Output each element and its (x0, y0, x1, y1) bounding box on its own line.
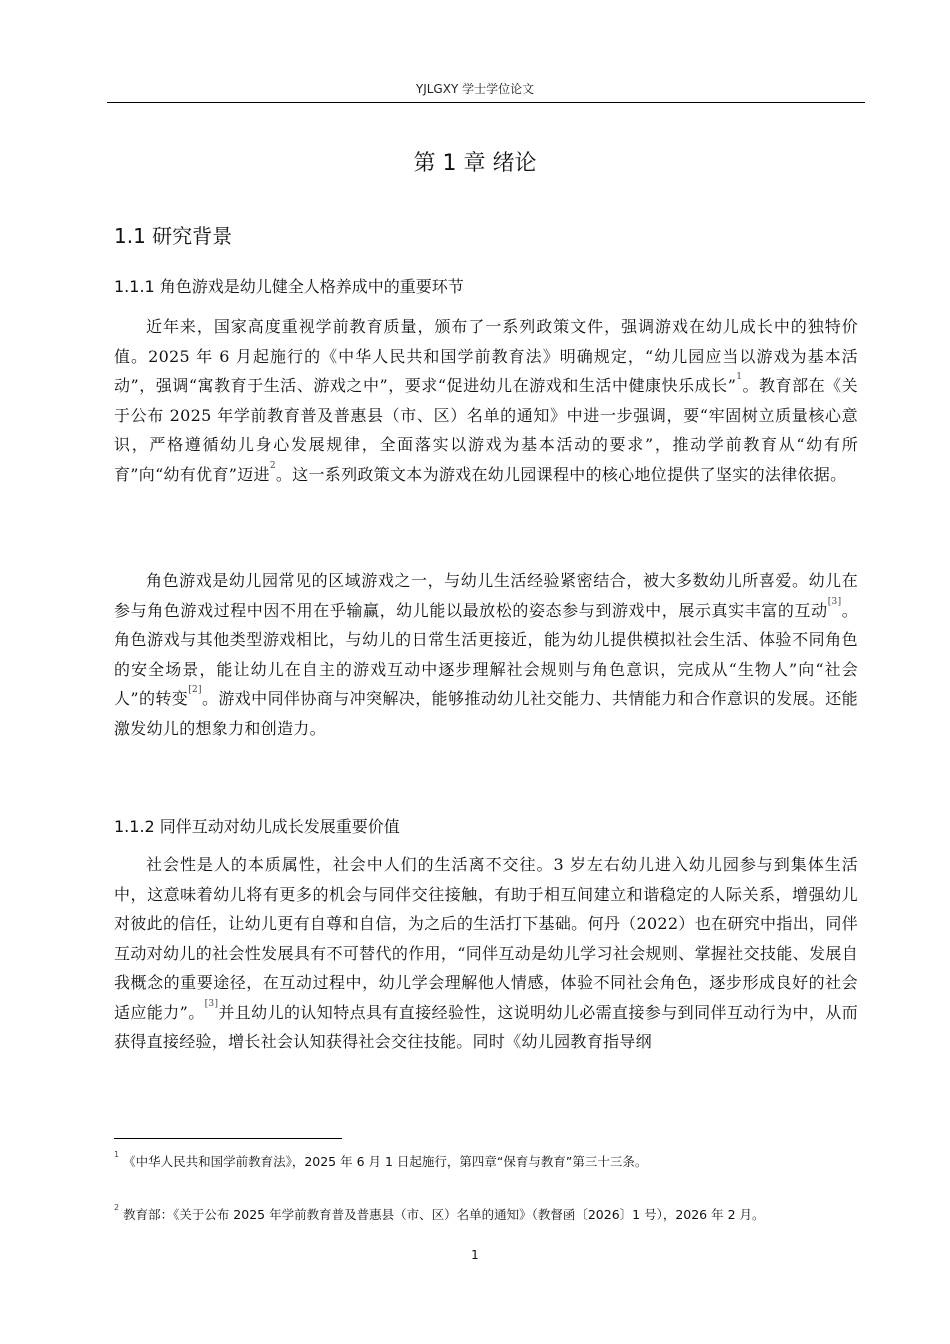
footnote-text: 教育部：《关于公布 2025 年学前教育普及普惠县（市、区）名单的通知》（教督函〔2026〕1 号），2026 年 2 月。 (123, 1207, 765, 1222)
footnote-mark: 1 (114, 1150, 120, 1159)
header-divider (107, 102, 865, 103)
chapter-title: 第 1 章 绪论 (413, 151, 537, 176)
paragraph-text: 角色游戏是幼儿园常见的区域游戏之一，与幼儿生活经验紧密结合，被大多数幼儿所喜爱。幼儿在参与角色游戏过程中因不用在乎输赢，幼儿能以最放松的姿态参与到游戏中，展示真实丰富的互动 (114, 571, 858, 620)
citation-ref: [3] (827, 596, 842, 607)
footnote-ref: 2 (269, 460, 276, 471)
footnote-mark: 2 (114, 1203, 120, 1212)
paragraph-text: 。角色游戏与其他类型游戏相比，与幼儿的日常生活更接近，能为幼儿提供模拟社会生活、体验不同角色的安全场景，能让幼儿在自主的游戏互动中逐步理解社会规则与角色意识，完成从“生物人”向“社会人”的转变 (114, 600, 858, 708)
footnote-text: 《中华人民共和国学前教育法》，2025 年 6 月 1 日起施行，第四章“保育与教育”第三十三条。 (123, 1154, 648, 1169)
paragraph-text: 。教育部在《关于公布 2025 年学前教育普及普惠县（市、区）名单的通知》中进一步强调，要“牢固树立质量核心意识，严格遵循幼儿身心发展规律，全面落实以游戏为基本活动的要求”，推动学前教育从“幼有所育”向“幼有优育”迈进 (114, 376, 858, 484)
paragraph-text: 。这一系列政策文本为游戏在幼儿园课程中的核心地位提供了坚实的法律依据。 (275, 464, 847, 484)
citation-ref: [3] (204, 998, 219, 1009)
paragraph-text: 。游戏中同伴协商与冲突解决，能够推动幼儿社交能力、共情能力和合作意识的发展。还能激发幼儿的想象力和创造力。 (114, 689, 858, 738)
paragraph-1-1-1-b (114, 566, 858, 743)
subsection-heading-1-1-2: 1.1.2 同伴互动对幼儿成长发展重要价值 (114, 817, 400, 836)
paragraph-text: 并且幼儿的认知特点具有直接经验性，这说明幼儿必需直接参与到同伴互动行为中，从而获得直接经验，增长社会认知获得社会交往技能。同时《幼儿园教育指导纲 (114, 1002, 859, 1051)
footnote-2 (114, 1204, 858, 1225)
paragraph-1-1-1-a (114, 312, 858, 489)
paragraph-text: 社会性是人的本质属性，社会中人们的生活离不交往。3 岁左右幼儿进入幼儿园参与到集体生活中，这意味着幼儿将有更多的机会与同伴交往接触，有助于相互间建立和谐稳定的人际关系，增强幼儿对彼此的信任，让幼儿更有自尊和自信，为之后的生活打下基础。何丹（2022）也在研究中指出，同伴互动对幼儿的社会性发展具有不可替代的作用，“同伴互动是幼儿学习社会规则、掌握社交技能、发展自我概念的重要途径，在互动过程中，幼儿学会理解他人情感，体验不同社会角色，逐步形成良好的社会适应能力”。 (114, 855, 858, 1022)
footnote-divider (114, 1138, 342, 1139)
footnote-1 (114, 1151, 858, 1172)
subsection-heading-1-1-1: 1.1.1 角色游戏是幼儿健全人格养成中的重要环节 (114, 277, 464, 296)
paragraph-1-1-2-a (114, 850, 858, 1057)
footnote-ref: 1 (736, 372, 743, 382)
citation-ref: [2] (188, 685, 202, 695)
page-number: 1 (471, 1248, 479, 1262)
section-heading-1-1: 1.1 研究背景 (114, 224, 233, 248)
paragraph-text: 近年来，国家高度重视学前教育质量，颁布了一系列政策文件，强调游戏在幼儿成长中的独特价值。2025 年 6 月起施行的《中华人民共和国学前教育法》明确规定，“幼儿园应当以游戏为基本活动”，强调“寓教育于生活、游戏之中”，要求“促进幼儿在游戏和生活中健康快乐成长” (114, 317, 858, 395)
running-header: YJLGXY 学士学位论文 (415, 82, 535, 96)
